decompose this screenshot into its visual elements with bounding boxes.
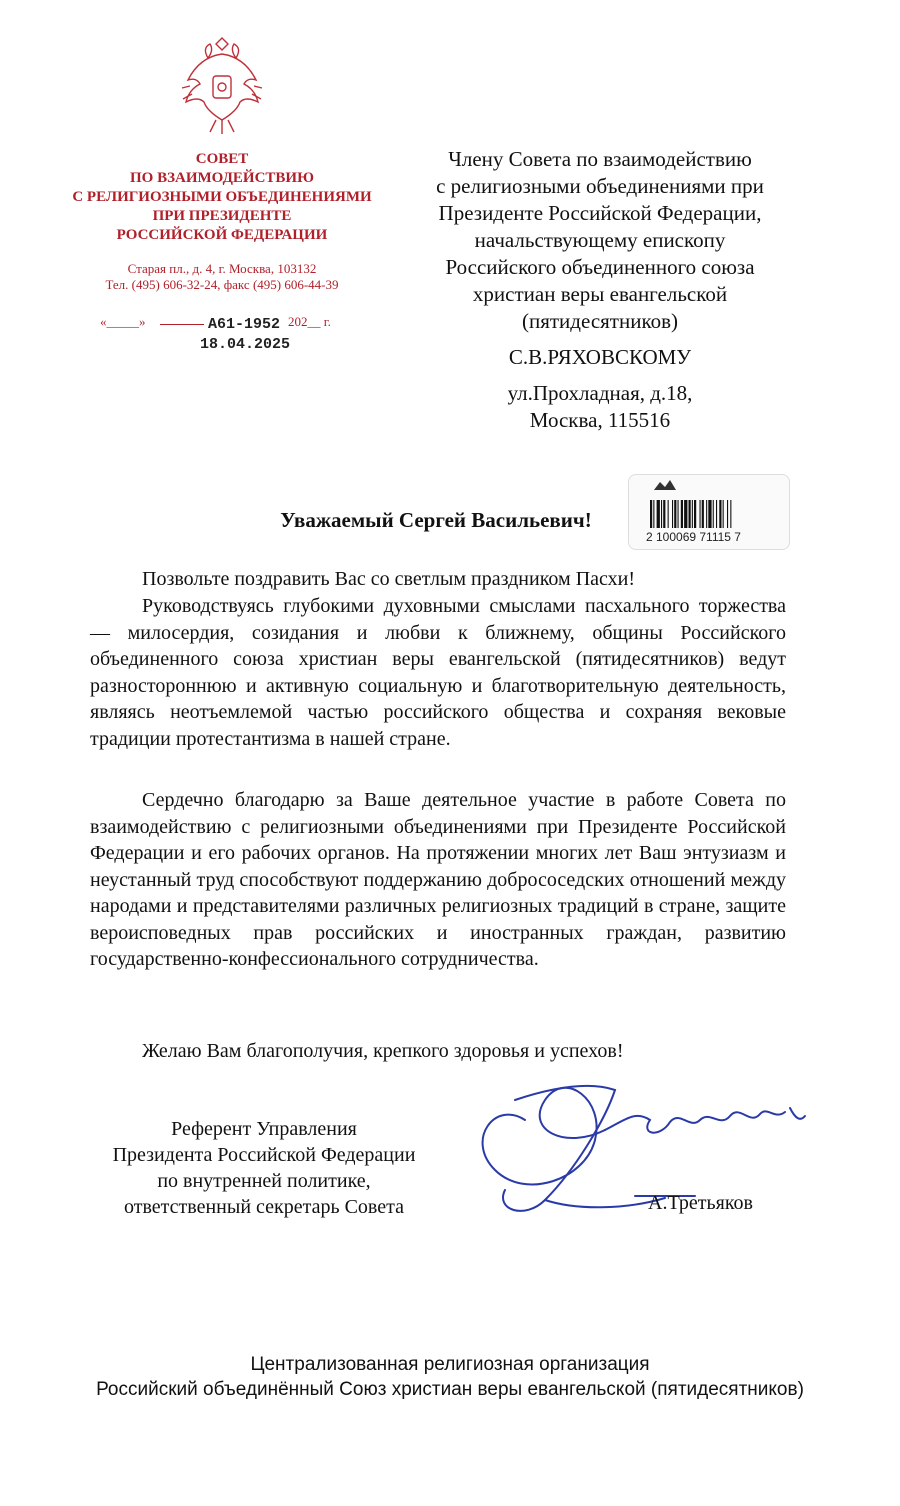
recipient-address-line-2: Москва, 115516 [529,408,671,432]
letterhead-title-line-4: ПРИ ПРЕЗИДЕНТЕ [152,208,292,224]
letterhead-address: Старая пл., д. 4, г. Москва, 103132 [127,261,317,276]
recipient-line-6: христиан веры евангельской [472,282,728,306]
letterhead-title-line-2: ПО ВЗАИМОДЕЙСТВИЮ [130,170,314,186]
date-placeholder: «_____» [100,314,146,329]
handwritten-signature [455,1060,835,1230]
signatory-title-line-2: Президента Российской Федерации [112,1144,416,1166]
signatory-title-line-4: ответственный секретарь Совета [123,1196,404,1218]
recipient-line-4: начальствующему епископу [474,228,726,252]
body-paragraph-2: Руководствуясь глубокими духовными смыслами пасхального торжества — милосердия, созидания и любви к ближнему, общины Российского объединенного союза христиан веры евангельской (пятидесятников) ведут разностороннюю и активную социальную и благотворительную деятельность, являясь неотъемлемой частью российского общества и сохраняя вековые традиции протестантизма в нашей стране. [90,595,786,750]
recipient-line-3: Президенте Российской Федерации, [438,201,762,225]
footer-line-1: Централизованная религиозная организация [250,1354,650,1375]
recipient-line-5: Российского объединенного союза [445,255,755,279]
signatory-title-line-3: по внутренней политике, [157,1170,371,1192]
recipient-name: С.В.РЯХОВСКОМУ [508,345,692,369]
footer-line-2: Российский объединённый Союз христиан веры евангельской (пятидесятников) [96,1379,804,1400]
date-year: 202__ г. [288,314,331,329]
postal-logo-icon [652,478,678,492]
body-paragraph-3: Сердечно благодарю за Ваше деятельное участие в работе Совета по взаимодействию с религиозными объединениями при Президенте Российской Федерации и его рабочих органов. На протяжении многих лет Ваш энтузиазм и неустанный труд способствуют поддержанию добрососедских отношений между народами и представителями различных религиозных традиций в стране, защите вероисповедных прав российских и иностранных граждан, развитию государственно-конфессионального сотрудничества. [90,789,786,970]
recipient-line-7: (пятидесятников) [521,309,678,333]
recipient-address-line-1: ул.Прохладная, д.18, [507,381,693,405]
letterhead-title-line-3: С РЕЛИГИОЗНЫМИ ОБЪЕДИНЕНИЯМИ [72,189,372,205]
coat-of-arms-emblem [178,36,266,136]
registration-date: 18.04.2025 [200,336,291,353]
barcode-number: 2 100069 71115 7 [646,530,741,544]
body-paragraph-4: Желаю Вам благополучия, крепкого здоровья и успехов! [142,1040,624,1062]
signatory-name: А.Третьяков [648,1192,753,1214]
letterhead-title-line-1: СОВЕТ [195,151,249,167]
greeting: Уважаемый Сергей Васильевич! [280,508,592,532]
recipient-line-2: с религиозными объединениями при [436,174,764,198]
letterhead-title-line-5: РОССИЙСКОЙ ФЕДЕРАЦИИ [116,227,328,243]
registration-number: А61-1952 [204,316,284,333]
recipient-line-1: Члену Совета по взаимодействию [448,147,752,171]
letterhead-phone: Тел. (495) 606-32-24, факс (495) 606-44-39 [105,277,339,292]
signatory-title-line-1: Референт Управления [171,1118,357,1140]
body-paragraph-1: Позвольте поздравить Вас со светлым праздником Пасхи! [142,568,635,590]
